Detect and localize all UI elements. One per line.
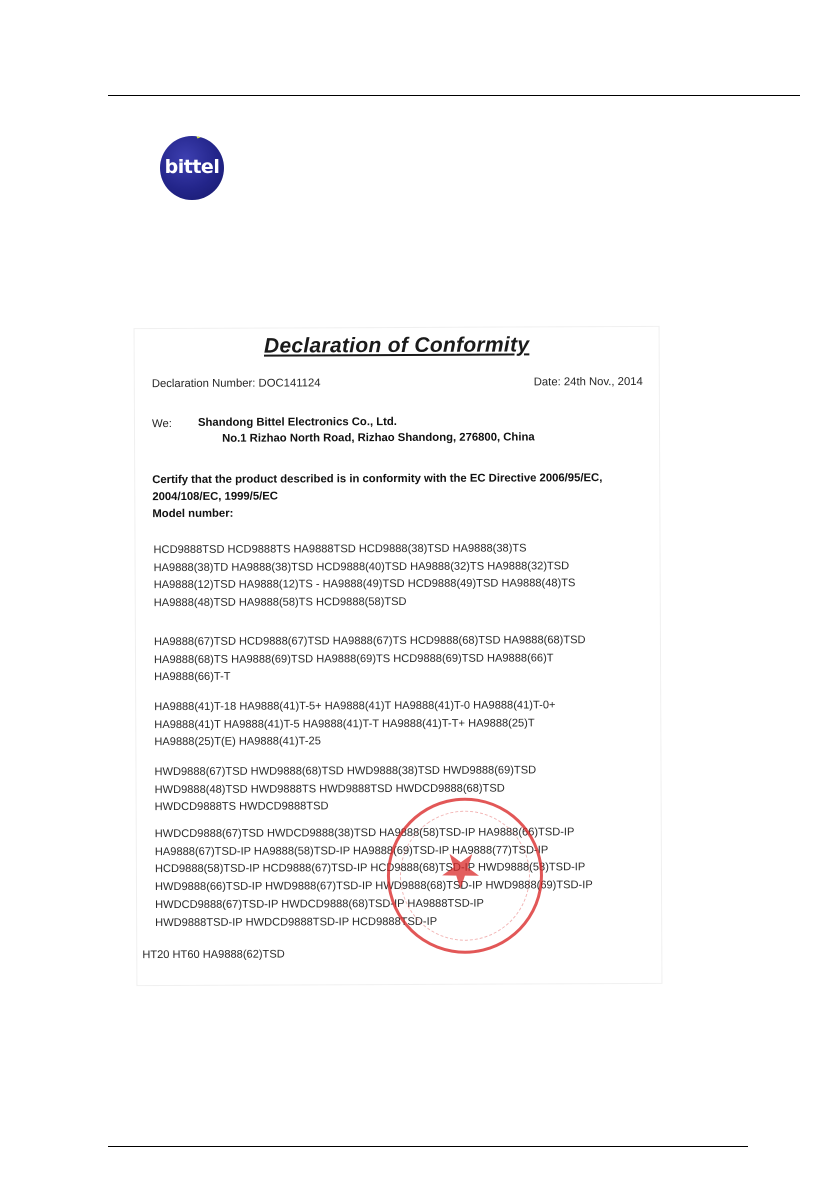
model-line: HCD9888TSD HCD9888TS HA9888TSD HCD9888(38)TSD HA9888(38)TS <box>153 542 527 557</box>
model-line: HA9888(67)TSD-IP HA9888(58)TSD-IP HA9888(69)TSD-IP HA9888(77)TSD-IP <box>154 844 549 858</box>
model-line: HCD9888(58)TSD-IP HCD9888(67)TSD-IP HCD9888(68)TSD-IP HWD9888(58)TSD-IP <box>154 861 586 876</box>
certify-line-2: 2004/108/EC, 1999/5/EC <box>152 490 278 504</box>
model-line: HWD9888(48)TSD HWD9888TS HWD9888TSD HWDCD9888(68)TSD <box>154 782 505 796</box>
model-line: HA9888(41)T HA9888(41)T-5 HA9888(41)T-T HA9888(41)T-T+ HA9888(25)T <box>154 717 535 731</box>
model-group-4 <box>154 762 654 817</box>
model-group-2 <box>154 632 654 687</box>
model-line: HT20 HT60 HA9888(62)TSD <box>142 948 285 962</box>
model-number-label: Model number: <box>152 507 234 521</box>
model-line: HWDCD9888(67)TSD HWDCD9888(38)TSD HA9888(58)TSD-IP HA9888(66)TSD-IP <box>154 826 575 841</box>
model-line: HA9888(48)TSD HA9888(58)TS HCD9888(58)TSD <box>153 596 407 610</box>
certify-line-1: Certify that the product described is in conformity with the EC Directive 2006/95/EC, <box>152 472 603 487</box>
model-line: HA9888(25)T(E) HA9888(41)T-25 <box>154 735 321 749</box>
model-line: HWD9888(67)TSD HWD9888(68)TSD HWD9888(38)TSD HWD9888(69)TSD <box>154 764 537 779</box>
model-line: HA9888(67)TSD HCD9888(67)TSD HA9888(67)TS HCD9888(68)TSD HA9888(68)TSD <box>153 634 586 649</box>
bittel-logo <box>160 136 224 200</box>
model-line: HWD9888TSD-IP HWDCD9888TSD-IP HCD9888TSD-IP <box>155 915 438 929</box>
model-line: HA9888(12)TSD HA9888(12)TS - HA9888(49)TSD HCD9888(49)TSD HA9888(48)TS <box>153 577 576 592</box>
model-line: HA9888(68)TS HA9888(69)TSD HA9888(69)TS HCD9888(69)TSD HA9888(66)T <box>153 652 554 666</box>
model-line: HWD9888(66)TSD-IP HWD9888(67)TSD-IP HWD9888(68)TSD-IP HWD9888(69)TSD-IP <box>154 879 593 894</box>
we-label: We: <box>151 417 172 431</box>
model-line: HA9888(41)T-18 HA9888(41)T-5+ HA9888(41)T HA9888(41)T-0 HA9888(41)T-0+ <box>154 699 556 714</box>
declaration-title: Declaration of Conformity <box>263 333 530 358</box>
company-name: Shandong Bittel Electronics Co., Ltd. <box>197 416 397 429</box>
certify-statement <box>152 470 602 523</box>
header-rule <box>108 95 800 96</box>
footer-rule <box>108 1146 748 1147</box>
logo-wordmark: bittel <box>164 156 220 178</box>
model-group-3 <box>154 697 654 752</box>
declaration-scan <box>135 327 662 985</box>
model-group-6 <box>142 945 642 965</box>
company-address: No.1 Rizhao North Road, Rizhao Shandong, 276800, China <box>222 431 535 445</box>
model-line: HWDCD9888TS HWDCD9888TSD <box>154 800 329 814</box>
model-line: HA9888(38)TD HA9888(38)TSD HCD9888(40)TSD HA9888(32)TS HA9888(32)TSD <box>153 559 570 574</box>
declaration-date: Date: 24th Nov., 2014 <box>533 375 643 389</box>
declaration-number: Declaration Number: DOC141124 <box>151 377 321 391</box>
model-line: HA9888(66)T-T <box>154 671 231 684</box>
model-group-1 <box>154 540 654 613</box>
model-line: HWDCD9888(67)TSD-IP HWDCD9888(68)TSD-IP HA9888TSD-IP <box>155 897 484 911</box>
stamp-star-icon: ★ <box>427 835 494 904</box>
